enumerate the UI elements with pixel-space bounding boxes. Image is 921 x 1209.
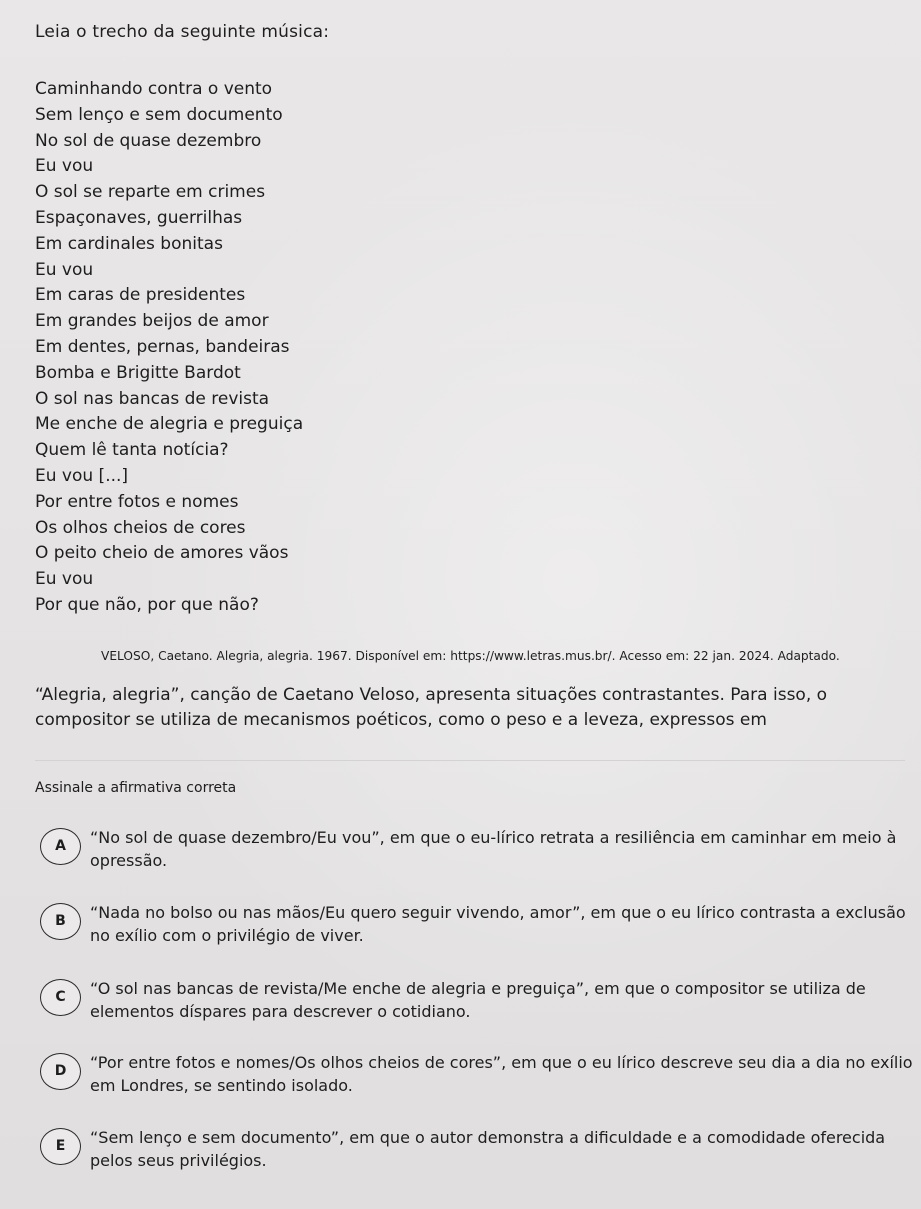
option-letter-badge[interactable]: D	[40, 1053, 81, 1090]
option-letter-badge[interactable]: E	[40, 1128, 81, 1165]
option-text: “Nada no bolso ou nas mãos/Eu quero seguir vivendo, amor”, em que o eu lírico contrasta a exclusão no exílio com o privilégio de viver.	[90, 903, 906, 945]
option-letter-badge[interactable]: C	[40, 979, 81, 1016]
lyric-line: Bomba e Brigitte Bardot	[35, 362, 241, 383]
lyric-line: Me enche de alegria e preguiça	[35, 414, 304, 435]
divider	[35, 760, 905, 761]
option-text: “Por entre fotos e nomes/Os olhos cheios de cores”, em que o eu lírico descreve seu dia a dia no exílio em Londres, se sentindo isolado.	[90, 1053, 913, 1095]
lyric-line: Em dentes, pernas, bandeiras	[35, 336, 290, 357]
lyric-line: Eu vou	[35, 259, 94, 280]
lyrics-excerpt	[35, 77, 303, 619]
lyric-line: No sol de quase dezembro	[35, 130, 262, 151]
lyric-line: Em caras de presidentes	[35, 285, 246, 306]
lyric-line: Quem lê tanta notícia?	[35, 440, 229, 461]
lyric-line: O sol nas bancas de revista	[35, 388, 270, 409]
instruction-text: Assinale a afirmativa correta	[35, 780, 237, 796]
lyric-line: Em grandes beijos de amor	[35, 311, 269, 332]
source-citation: VELOSO, Caetano. Alegria, alegria. 1967. Disponível em: https://www.letras.mus.br/. Acesso em: 22 jan. 2024. Adaptado.	[101, 649, 840, 663]
lyric-line: Eu vou	[35, 569, 94, 590]
lyric-line: Por que não, por que não?	[35, 594, 259, 615]
option-text: “O sol nas bancas de revista/Me enche de alegria e preguiça”, em que o compositor se utiliza de elementos díspares para descrever o cotidiano.	[90, 979, 866, 1021]
lyric-line: Em cardinales bonitas	[35, 233, 223, 254]
lyric-line: Os olhos cheios de cores	[35, 517, 246, 538]
lyric-line: Por entre fotos e nomes	[35, 491, 239, 512]
option-letter-badge[interactable]: B	[40, 903, 81, 940]
lyric-line: Caminhando contra o vento	[35, 79, 273, 99]
option-letter-badge[interactable]: A	[40, 828, 81, 865]
intro-text: Leia o trecho da seguinte música:	[35, 22, 330, 42]
lyric-line: O sol se reparte em crimes	[35, 182, 266, 203]
lyric-line: Eu vou [...]	[35, 465, 129, 486]
question-prompt: “Alegria, alegria”, canção de Caetano Veloso, apresenta situações contrastantes. Para isso, o compositor se utiliza de mecanismos poéticos, como o peso e a leveza, expressos em	[35, 685, 828, 730]
lyric-line: Espaçonaves, guerrilhas	[35, 207, 243, 228]
lyric-line: O peito cheio de amores vãos	[35, 543, 289, 564]
lyric-line: Sem lenço e sem documento	[35, 104, 283, 125]
option-text: “No sol de quase dezembro/Eu vou”, em que o eu-lírico retrata a resiliência em caminhar em meio à opressão.	[90, 828, 897, 870]
option-text: “Sem lenço e sem documento”, em que o autor demonstra a dificuldade e a comodidade oferecida pelos seus privilégios.	[90, 1128, 886, 1170]
lyric-line: Eu vou	[35, 156, 94, 177]
